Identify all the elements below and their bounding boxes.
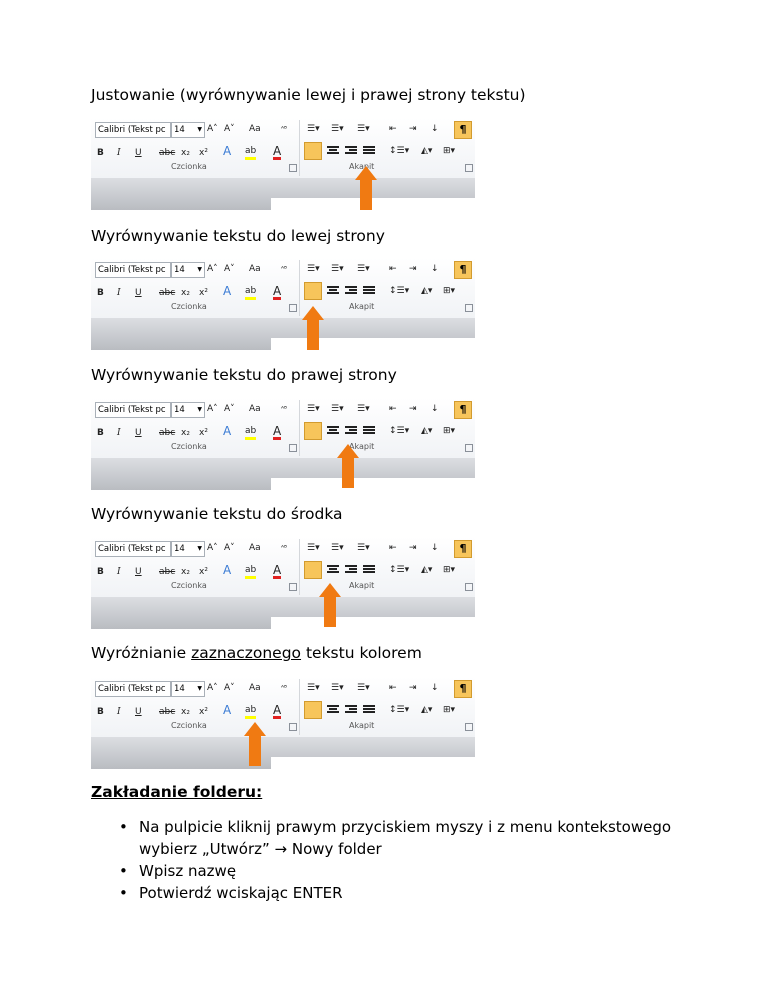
shrink-font-icon: A˅ bbox=[224, 264, 235, 274]
bullets-icon: ☰▾ bbox=[307, 404, 320, 414]
group-label-paragraph: Akapit bbox=[349, 302, 375, 311]
clear-format-icon: ᴬᴮ bbox=[281, 265, 288, 273]
pilcrow-icon: ¶ bbox=[454, 261, 472, 279]
justify-icon bbox=[363, 565, 375, 575]
underline-icon: U bbox=[135, 567, 142, 577]
decrease-indent-icon: ⇤ bbox=[389, 264, 397, 274]
bold-icon: B bbox=[97, 148, 104, 158]
decrease-indent-icon: ⇤ bbox=[389, 543, 397, 553]
sort-icon: ↓ bbox=[431, 683, 439, 693]
align-right-icon bbox=[345, 426, 357, 436]
grow-font-icon: A˄ bbox=[207, 683, 218, 693]
numbering-icon: ☰▾ bbox=[331, 543, 344, 553]
decrease-indent-icon: ⇤ bbox=[389, 683, 397, 693]
paragraph-launcher-icon bbox=[465, 164, 473, 172]
strikethrough-icon: abc bbox=[159, 288, 176, 298]
superscript-icon: x² bbox=[199, 707, 208, 717]
folder-heading: Zakładanie folderu: bbox=[91, 783, 263, 801]
group-label-font: Czcionka bbox=[171, 581, 207, 590]
text-effects-icon: A bbox=[223, 563, 232, 577]
font-launcher-icon bbox=[289, 164, 297, 172]
paragraph-launcher-icon bbox=[465, 583, 473, 591]
borders-icon: ⊞▾ bbox=[443, 705, 456, 715]
font-name-box: Calibri (Tekst pc bbox=[95, 541, 171, 557]
superscript-icon: x² bbox=[199, 148, 208, 158]
font-size-box: 14 ▼ bbox=[171, 541, 205, 557]
subscript-icon: x₂ bbox=[181, 428, 190, 438]
subscript-icon: x₂ bbox=[181, 707, 190, 717]
numbering-icon: ☰▾ bbox=[331, 124, 344, 134]
section-heading-left: Wyrównywanie tekstu do lewej strony bbox=[91, 227, 385, 245]
italic-icon: I bbox=[117, 428, 121, 438]
font-color-icon: A bbox=[273, 284, 282, 298]
italic-icon: I bbox=[117, 288, 121, 298]
decrease-indent-icon: ⇤ bbox=[389, 124, 397, 134]
superscript-icon: x² bbox=[199, 288, 208, 298]
grow-font-icon: A˄ bbox=[207, 124, 218, 134]
multilevel-icon: ☰▾ bbox=[357, 124, 370, 134]
change-case-icon: Aa bbox=[249, 124, 261, 134]
arrow-pointer-icon bbox=[319, 583, 341, 627]
italic-icon: I bbox=[117, 148, 121, 158]
sort-icon: ↓ bbox=[431, 404, 439, 414]
align-center-icon bbox=[327, 565, 339, 575]
group-label-font: Czcionka bbox=[171, 721, 207, 730]
line-spacing-icon: ↕☰▾ bbox=[389, 286, 410, 296]
arrow-pointer-icon bbox=[244, 722, 266, 766]
section-heading-right: Wyrównywanie tekstu do prawej strony bbox=[91, 366, 397, 384]
grow-font-icon: A˄ bbox=[207, 264, 218, 274]
underline-icon: U bbox=[135, 428, 142, 438]
text-effects-icon: A bbox=[223, 284, 232, 298]
highlight-icon: ab bbox=[245, 564, 256, 579]
font-launcher-icon bbox=[289, 304, 297, 312]
bold-icon: B bbox=[97, 288, 104, 298]
ribbon-screenshot bbox=[91, 677, 475, 769]
superscript-icon: x² bbox=[199, 567, 208, 577]
folder-steps-list bbox=[115, 816, 675, 904]
multilevel-icon: ☰▾ bbox=[357, 683, 370, 693]
pilcrow-icon: ¶ bbox=[454, 121, 472, 139]
change-case-icon: Aa bbox=[249, 264, 261, 274]
line-spacing-icon: ↕☰▾ bbox=[389, 426, 410, 436]
italic-icon: I bbox=[117, 567, 121, 577]
bold-icon: B bbox=[97, 567, 104, 577]
shrink-font-icon: A˅ bbox=[224, 124, 235, 134]
font-name-box: Calibri (Tekst pc bbox=[95, 122, 171, 138]
increase-indent-icon: ⇥ bbox=[409, 543, 417, 553]
align-left-icon bbox=[304, 142, 322, 160]
align-center-icon bbox=[327, 705, 339, 715]
sort-icon: ↓ bbox=[431, 124, 439, 134]
font-size-box: 14 ▼ bbox=[171, 262, 205, 278]
section-heading-center: Wyrównywanie tekstu do środka bbox=[91, 505, 343, 523]
font-launcher-icon bbox=[289, 583, 297, 591]
bullets-icon: ☰▾ bbox=[307, 543, 320, 553]
increase-indent-icon: ⇥ bbox=[409, 124, 417, 134]
align-left-icon bbox=[304, 282, 322, 300]
line-spacing-icon: ↕☰▾ bbox=[389, 565, 410, 575]
font-size-box: 14 ▼ bbox=[171, 402, 205, 418]
list-item: • Na pulpicie kliknij prawym przyciskiem myszy i z menu kontekstowego wybierz „Utwórz” → Nowy folder bbox=[115, 816, 675, 860]
justify-icon bbox=[363, 146, 375, 156]
increase-indent-icon: ⇥ bbox=[409, 264, 417, 274]
pilcrow-icon: ¶ bbox=[454, 540, 472, 558]
shrink-font-icon: A˅ bbox=[224, 404, 235, 414]
align-left-icon bbox=[304, 561, 322, 579]
justify-icon bbox=[363, 426, 375, 436]
font-size-box: 14 ▼ bbox=[171, 681, 205, 697]
subscript-icon: x₂ bbox=[181, 148, 190, 158]
align-right-icon bbox=[345, 286, 357, 296]
highlight-icon: ab bbox=[245, 425, 256, 440]
ribbon-screenshot bbox=[91, 118, 475, 210]
increase-indent-icon: ⇥ bbox=[409, 404, 417, 414]
group-label-paragraph: Akapit bbox=[349, 162, 375, 171]
strikethrough-icon: abc bbox=[159, 428, 176, 438]
align-left-icon bbox=[304, 701, 322, 719]
ribbon-screenshot bbox=[91, 537, 475, 629]
grow-font-icon: A˄ bbox=[207, 404, 218, 414]
superscript-icon: x² bbox=[199, 428, 208, 438]
multilevel-icon: ☰▾ bbox=[357, 264, 370, 274]
underline-icon: U bbox=[135, 707, 142, 717]
bullets-icon: ☰▾ bbox=[307, 124, 320, 134]
arrow-pointer-icon bbox=[302, 306, 324, 350]
numbering-icon: ☰▾ bbox=[331, 404, 344, 414]
bold-icon: B bbox=[97, 428, 104, 438]
decrease-indent-icon: ⇤ bbox=[389, 404, 397, 414]
bullets-icon: ☰▾ bbox=[307, 264, 320, 274]
group-label-paragraph: Akapit bbox=[349, 721, 375, 730]
change-case-icon: Aa bbox=[249, 683, 261, 693]
align-center-icon bbox=[327, 426, 339, 436]
change-case-icon: Aa bbox=[249, 404, 261, 414]
increase-indent-icon: ⇥ bbox=[409, 683, 417, 693]
shrink-font-icon: A˅ bbox=[224, 683, 235, 693]
grow-font-icon: A˄ bbox=[207, 543, 218, 553]
strikethrough-icon: abc bbox=[159, 707, 176, 717]
clear-format-icon: ᴬᴮ bbox=[281, 684, 288, 692]
multilevel-icon: ☰▾ bbox=[357, 404, 370, 414]
justify-icon bbox=[363, 286, 375, 296]
paragraph-launcher-icon bbox=[465, 723, 473, 731]
borders-icon: ⊞▾ bbox=[443, 286, 456, 296]
align-right-icon bbox=[345, 705, 357, 715]
font-name-box: Calibri (Tekst pc bbox=[95, 681, 171, 697]
italic-icon: I bbox=[117, 707, 121, 717]
strikethrough-icon: abc bbox=[159, 148, 176, 158]
list-item: • Wpisz nazwę bbox=[115, 860, 675, 882]
align-center-icon bbox=[327, 146, 339, 156]
shrink-font-icon: A˅ bbox=[224, 543, 235, 553]
clear-format-icon: ᴬᴮ bbox=[281, 544, 288, 552]
pilcrow-icon: ¶ bbox=[454, 401, 472, 419]
borders-icon: ⊞▾ bbox=[443, 565, 456, 575]
font-size-box: 14 ▼ bbox=[171, 122, 205, 138]
group-label-font: Czcionka bbox=[171, 302, 207, 311]
numbering-icon: ☰▾ bbox=[331, 683, 344, 693]
clear-format-icon: ᴬᴮ bbox=[281, 405, 288, 413]
shading-icon: ◭▾ bbox=[421, 705, 433, 715]
align-left-icon bbox=[304, 422, 322, 440]
borders-icon: ⊞▾ bbox=[443, 146, 456, 156]
change-case-icon: Aa bbox=[249, 543, 261, 553]
subscript-icon: x₂ bbox=[181, 567, 190, 577]
shading-icon: ◭▾ bbox=[421, 426, 433, 436]
font-color-icon: A bbox=[273, 703, 282, 717]
font-name-box: Calibri (Tekst pc bbox=[95, 402, 171, 418]
shading-icon: ◭▾ bbox=[421, 565, 433, 575]
sort-icon: ↓ bbox=[431, 543, 439, 553]
font-color-icon: A bbox=[273, 424, 282, 438]
list-item: • Potwierdź wciskając ENTER bbox=[115, 882, 675, 904]
underline-icon: U bbox=[135, 288, 142, 298]
align-right-icon bbox=[345, 146, 357, 156]
font-color-icon: A bbox=[273, 144, 282, 158]
section-heading-justify: Justowanie (wyrównywanie lewej i prawej strony tekstu) bbox=[91, 86, 526, 104]
ribbon-screenshot bbox=[91, 258, 475, 350]
sort-icon: ↓ bbox=[431, 264, 439, 274]
numbering-icon: ☰▾ bbox=[331, 264, 344, 274]
font-launcher-icon bbox=[289, 723, 297, 731]
ribbon-screenshot bbox=[91, 398, 475, 490]
highlight-icon: ab bbox=[245, 285, 256, 300]
multilevel-icon: ☰▾ bbox=[357, 543, 370, 553]
text-effects-icon: A bbox=[223, 424, 232, 438]
group-label-paragraph: Akapit bbox=[349, 442, 375, 451]
borders-icon: ⊞▾ bbox=[443, 426, 456, 436]
bold-icon: B bbox=[97, 707, 104, 717]
highlight-icon: ab bbox=[245, 145, 256, 160]
font-launcher-icon bbox=[289, 444, 297, 452]
section-heading-highlight: Wyróżnianie zaznaczonego tekstu kolorem bbox=[91, 644, 422, 662]
arrow-pointer-icon bbox=[337, 444, 359, 488]
paragraph-launcher-icon bbox=[465, 304, 473, 312]
arrow-pointer-icon bbox=[355, 166, 377, 210]
group-label-font: Czcionka bbox=[171, 162, 207, 171]
group-label-font: Czcionka bbox=[171, 442, 207, 451]
shading-icon: ◭▾ bbox=[421, 286, 433, 296]
line-spacing-icon: ↕☰▾ bbox=[389, 705, 410, 715]
font-color-icon: A bbox=[273, 563, 282, 577]
highlight-icon: ab bbox=[245, 704, 256, 719]
subscript-icon: x₂ bbox=[181, 288, 190, 298]
paragraph-launcher-icon bbox=[465, 444, 473, 452]
line-spacing-icon: ↕☰▾ bbox=[389, 146, 410, 156]
pilcrow-icon: ¶ bbox=[454, 680, 472, 698]
align-center-icon bbox=[327, 286, 339, 296]
bullets-icon: ☰▾ bbox=[307, 683, 320, 693]
text-effects-icon: A bbox=[223, 703, 232, 717]
text-effects-icon: A bbox=[223, 144, 232, 158]
shading-icon: ◭▾ bbox=[421, 146, 433, 156]
justify-icon bbox=[363, 705, 375, 715]
clear-format-icon: ᴬᴮ bbox=[281, 125, 288, 133]
strikethrough-icon: abc bbox=[159, 567, 176, 577]
align-right-icon bbox=[345, 565, 357, 575]
group-label-paragraph: Akapit bbox=[349, 581, 375, 590]
font-name-box: Calibri (Tekst pc bbox=[95, 262, 171, 278]
underline-icon: U bbox=[135, 148, 142, 158]
